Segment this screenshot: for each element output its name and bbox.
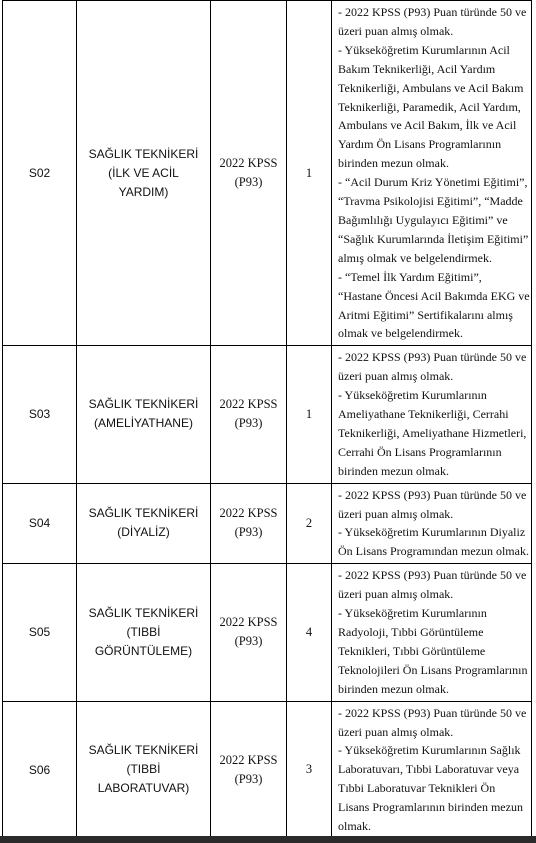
requirements-table	[2, 0, 532, 839]
condition-line: Teknikleri, Tıbbi Görüntüleme	[338, 643, 486, 658]
table-row	[3, 346, 532, 483]
qualification-conditions	[332, 564, 532, 701]
condition-line: üzeri puan almış olmak.	[338, 23, 454, 38]
position-title-line: (TIBBİ	[126, 762, 161, 777]
position-title-line: SAĞLIK TEKNİKERİ	[88, 397, 199, 412]
exam-type-line: (P93)	[234, 175, 263, 190]
condition-line: olmak ve belgelendirmek.	[338, 326, 463, 341]
position-title-line: SAĞLIK TEKNİKERİ	[88, 146, 199, 161]
condition-line: üzeri puan almış olmak.	[338, 506, 454, 521]
position-quota: 1	[287, 346, 332, 483]
table-row	[3, 701, 532, 838]
condition-line: - 2022 KPSS (P93) Puan türünde 50 ve	[338, 487, 527, 502]
condition-line: birinden mezun olmak.	[338, 156, 449, 171]
position-title-line: (İLK VE ACİL	[108, 165, 179, 180]
position-title-line: SAĞLIK TEKNİKERİ	[88, 506, 199, 521]
position-quota: 4	[287, 564, 332, 701]
exam-type	[211, 346, 287, 483]
exam-type	[211, 564, 287, 701]
exam-type-line: 2022 KPSS	[219, 752, 278, 767]
condition-line: Bakım Teknikerliği, Acil Yardım	[338, 61, 496, 76]
position-title-line: LABORATUVAR)	[97, 781, 190, 796]
position-quota: 3	[287, 701, 332, 838]
exam-type-line: (P93)	[234, 634, 263, 649]
qualification-conditions	[332, 1, 532, 346]
exam-type	[211, 701, 287, 838]
table-row	[3, 564, 532, 701]
condition-line: Radyoloji, Tıbbi Görüntüleme	[338, 625, 484, 639]
position-title	[77, 701, 211, 838]
position-title-line: GÖRÜNTÜLEME)	[94, 643, 193, 658]
exam-type-line: 2022 KPSS	[219, 156, 278, 171]
condition-line: birinden mezun olmak.	[338, 463, 449, 478]
position-title-line: (AMELİYATHANE)	[94, 416, 193, 431]
condition-line: Yardım Ön Lisans Programlarının	[338, 137, 502, 152]
condition-line: Teknikerliği, Ameliyathane Hizmetleri,	[338, 425, 527, 440]
condition-line: - Yükseköğretim Kurumlarının	[338, 606, 487, 621]
condition-line: Aritmi Eğitimi” Sertifikalarını almış	[338, 307, 513, 322]
position-code: S05	[3, 564, 77, 701]
position-code: S06	[3, 701, 77, 838]
exam-type-line: (P93)	[234, 525, 263, 540]
position-title-line: YARDIM)	[118, 184, 169, 199]
exam-type-line: (P93)	[234, 416, 263, 431]
condition-line: üzeri puan almış olmak.	[338, 724, 454, 739]
condition-line: Ameliyathane Teknikerliği, Cerrahi	[338, 407, 509, 422]
condition-line: Lisans Programlarının birinden mezun	[338, 800, 523, 815]
position-title	[77, 1, 211, 346]
position-title-line: (TIBBİ	[126, 624, 161, 639]
position-code: S02	[3, 1, 77, 346]
condition-line: üzeri puan almış olmak.	[338, 587, 454, 602]
position-title-line: SAĞLIK TEKNİKERİ	[88, 743, 199, 758]
exam-type-line: 2022 KPSS	[219, 615, 278, 630]
condition-line: - Yükseköğretim Kurumlarının	[338, 388, 487, 403]
condition-line: almış olmak ve belgelendirmek.	[338, 250, 492, 265]
position-code: S03	[3, 346, 77, 483]
condition-line: Laboratuvarı, Tıbbi Laboratuvar veya	[338, 762, 520, 777]
condition-line: olmak.	[338, 819, 371, 834]
condition-line: - Yükseköğretim Kurumlarının Sağlık	[338, 743, 521, 758]
position-title	[77, 564, 211, 701]
condition-line: - 2022 KPSS (P93) Puan türünde 50 ve	[338, 350, 527, 365]
bottom-bar	[0, 836, 536, 843]
position-quota: 2	[287, 483, 332, 564]
table-row	[3, 1, 532, 346]
condition-line: “Hastane Öncesi Acil Bakımda EKG ve	[338, 288, 530, 303]
qualification-conditions	[332, 483, 532, 564]
condition-line: Ön Lisans Programından mezun olmak.	[338, 544, 529, 559]
position-title	[77, 483, 211, 564]
condition-line: Tıbbi Laboratuvar Teknikleri Ön	[338, 781, 496, 796]
condition-line: “Sağlık Kurumlarında İletişim Eğitimi”	[338, 231, 529, 246]
exam-type-line: (P93)	[234, 771, 263, 786]
condition-line: Teknikerliği, Ambulans ve Acil Bakım	[338, 80, 524, 95]
position-code: S04	[3, 483, 77, 564]
table-row	[3, 483, 532, 564]
position-title	[77, 346, 211, 483]
exam-type	[211, 1, 287, 346]
exam-type-line: 2022 KPSS	[219, 506, 278, 521]
condition-line: “Travma Psikolojisi Eğitimi”, “Madde	[338, 194, 523, 209]
position-title-line: SAĞLIK TEKNİKERİ	[88, 605, 199, 620]
position-title-line: (DİYALİZ)	[117, 525, 170, 540]
condition-line: Teknolojileri Ön Lisans Programlarının	[338, 662, 528, 677]
condition-line: üzeri puan almış olmak.	[338, 369, 454, 384]
condition-line: - 2022 KPSS (P93) Puan türünde 50 ve	[338, 568, 527, 583]
qualification-conditions	[332, 346, 532, 483]
condition-line: - Yükseköğretim Kurumlarının Diyaliz	[338, 525, 526, 540]
condition-line: - 2022 KPSS (P93) Puan türünde 50 ve	[338, 5, 527, 19]
exam-type-line: 2022 KPSS	[219, 397, 278, 412]
condition-line: Teknikerliği, Paramedik, Acil Yardım,	[338, 99, 521, 114]
condition-line: - “Acil Durum Kriz Yönetimi Eğitimi”,	[338, 175, 528, 190]
requirements-table-body	[3, 1, 532, 839]
qualification-conditions	[332, 701, 532, 838]
exam-type	[211, 483, 287, 564]
condition-line: Cerrahi Ön Lisans Programlarının	[338, 444, 502, 459]
position-quota: 1	[287, 1, 332, 346]
condition-line: - “Temel İlk Yardım Eğitimi”,	[338, 269, 482, 284]
condition-line: Ambulans ve Acil Bakım, İlk ve Acil	[338, 118, 517, 133]
condition-line: - Yükseköğretim Kurumlarının Acil	[338, 42, 510, 57]
condition-line: birinden mezun olmak.	[338, 681, 449, 696]
condition-line: - 2022 KPSS (P93) Puan türünde 50 ve	[338, 705, 527, 720]
condition-line: Bağımlılığı Uygulayıcı Eğitimi” ve	[338, 212, 508, 227]
